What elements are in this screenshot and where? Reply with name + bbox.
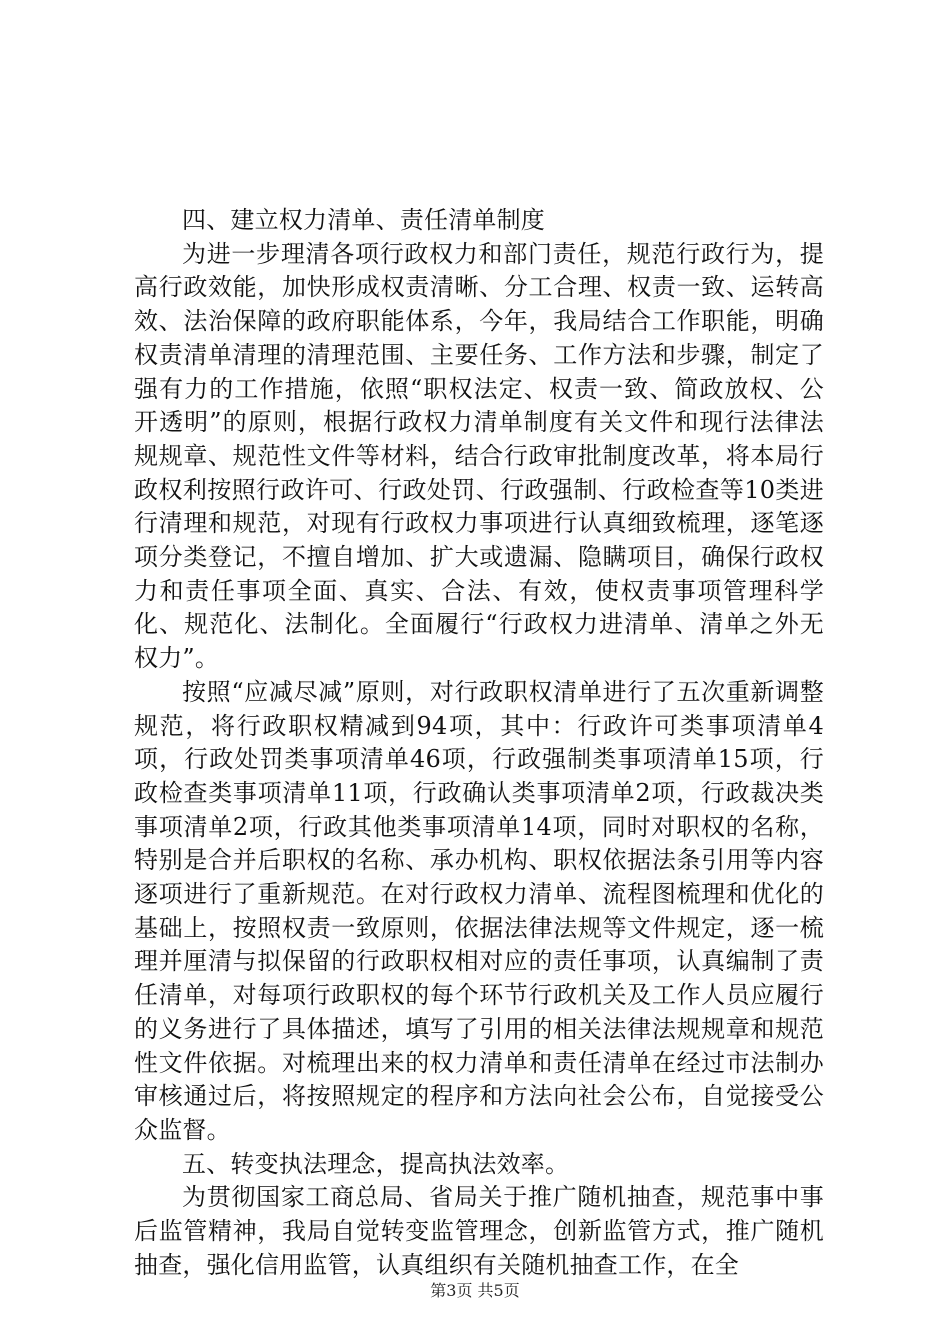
- page-number-footer: 第3页 共5页: [430, 1281, 520, 1300]
- body-paragraph: 按照“应减尽减”原则，对行政职权清单进行了五次重新调整规范，将行政职权精减到94项，其中：行政许可类事项清单4项，行政处罚类事项清单46项，行政强制类事项清单15项，行政检查类事项清单11项，行政确认类事项清单2项，行政裁决类事项清单2项，行政其他类事项清单14项，同时对职权的名称，特别是合并后职权的名称、承办机构、职权依据法条引用等内容逐项进行了重新规范。在对行政权力清单、流程图梳理和优化的基础上，按照权责一致原则，依据法律法规等文件规定，逐一梳理并厘清与拟保留的行政职权相对应的责任事项，认真编制了责任清单，对每项行政职权的每个环节行政机关及工作人员应履行的义务进行了具体描述，填写了引用的相关法律法规规章和规范性文件依据。对梳理出来的权力清单和责任清单在经过市法制办审核通过后，将按照规定的程序和方法向社会公布，自觉接受公众监督。: [134, 677, 824, 1144]
- section-heading-four: 四、建立权力清单、责任清单制度: [182, 206, 545, 234]
- body-paragraph: 为进一步理清各项行政权力和部门责任，规范行政行为，提高行政效能，加快形成权责清晰、分工合理、权责一致、运转高效、法治保障的政府职能体系，今年，我局结合工作职能，明确权责清单清理的清理范围、主要任务、工作方法和步骤，制定了强有力的工作措施，依照“职权法定、权责一致、简政放权、公开透明”的原则，根据行政权力清单制度有关文件和现行法律法规规章、规范性文件等材料，结合行政审批制度改革，将本局行政权利按照行政许可、行政处罚、行政强制、行政检查等10类进行清理和规范，对现有行政权力事项进行认真细致梳理，逐笔逐项分类登记，不擅自增加、扩大或遗漏、隐瞒项目，确保行政权力和责任事项全面、真实、合法、有效，使权责事项管理科学化、规范化、法制化。全面履行“行政权力进清单、清单之外无权力”。: [134, 239, 824, 673]
- document-body: [134, 204, 824, 1283]
- body-paragraph: 为贯彻国家工商总局、省局关于推广随机抽查，规范事中事后监管精神，我局自觉转变监管理念，创新监管方式，推广随机抽查，强化信用监管，认真组织有关随机抽查工作，在全: [134, 1183, 824, 1279]
- section-heading-five: 五、转变执法理念，提高执法效率。: [182, 1149, 570, 1178]
